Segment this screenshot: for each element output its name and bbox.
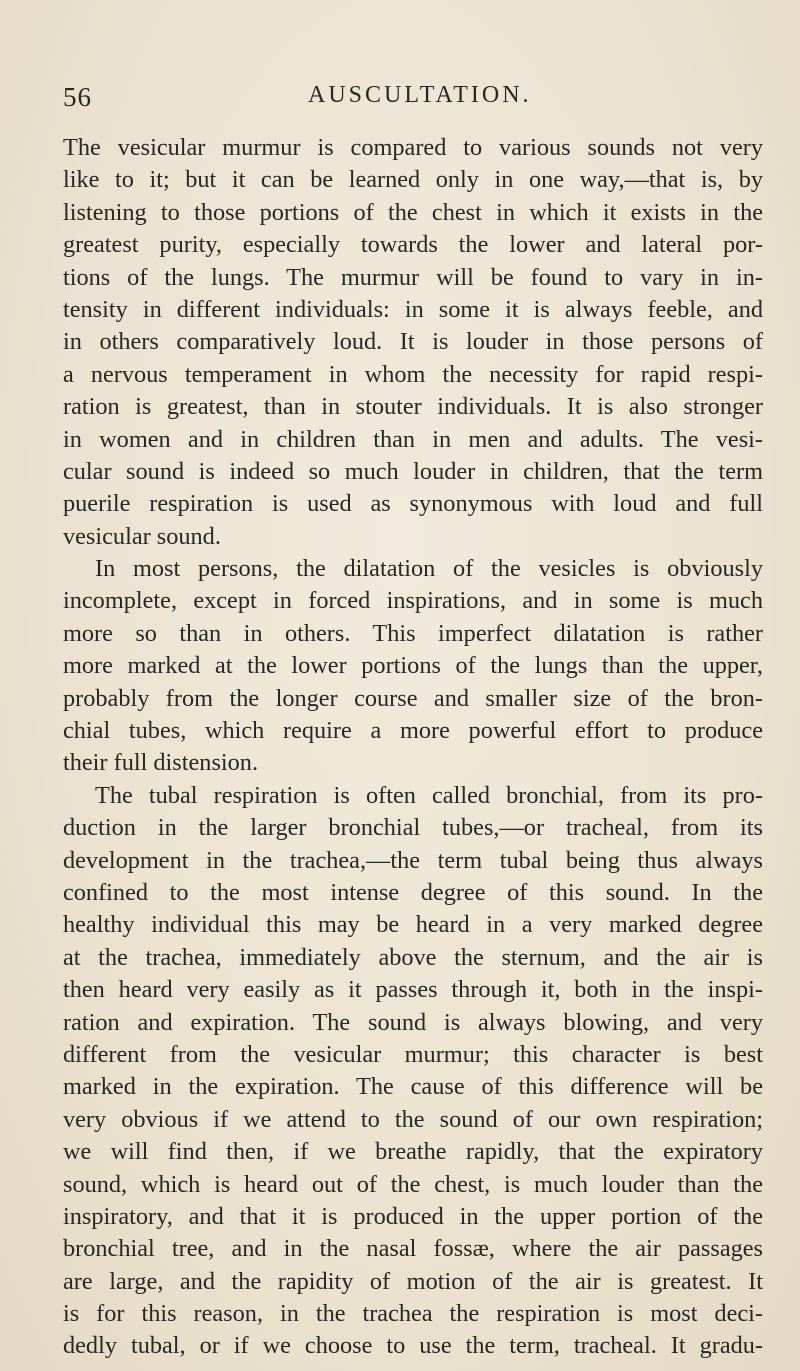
- text-line: confined to the most intense degree of this sound. In the: [63, 878, 763, 906]
- text-line: marked in the expiration. The cause of this difference will be: [63, 1073, 763, 1101]
- text-line: bronchial tree, and in the nasal fossæ, where the air passages: [63, 1235, 763, 1263]
- text-line: vesicular sound.: [63, 522, 221, 550]
- running-title: AUSCULTATION.: [308, 82, 532, 108]
- text-line: probably from the longer course and smaller size of the bron-: [63, 684, 763, 712]
- text-line: in others comparatively loud. It is louder in those persons of: [63, 328, 763, 356]
- text-line: more marked at the lower portions of the lungs than the upper,: [63, 652, 763, 680]
- text-line: healthy individual this may be heard in a very marked degree: [63, 911, 763, 939]
- text-line: a nervous temperament in whom the necessity for rapid respi-: [63, 360, 763, 388]
- text-line: tions of the lungs. The murmur will be found to vary in in-: [63, 263, 763, 291]
- text-line: different from the vesicular murmur; this character is best: [63, 1040, 763, 1068]
- text-line: like to it; but it can be learned only in one way,—that is, by: [63, 166, 763, 194]
- text-line: puerile respiration is used as synonymous with loud and full: [63, 490, 763, 518]
- text-line: tensity in different individuals: in some it is always feeble, and: [63, 295, 763, 323]
- text-line: more so than in others. This imperfect dilatation is rather: [63, 619, 763, 647]
- text-line: dedly tubal, or if we choose to use the term, tracheal. It gradu-: [63, 1332, 763, 1360]
- text-line: In most persons, the dilatation of the vesicles is obviously: [95, 555, 763, 583]
- body-text: [63, 132, 763, 1363]
- text-line: inspiratory, and that it is produced in the upper portion of the: [63, 1202, 763, 1230]
- text-line: then heard very easily as it passes through it, both in the inspi-: [63, 976, 763, 1004]
- text-line: are large, and the rapidity of motion of the air is greatest. It: [63, 1267, 763, 1295]
- text-line: incomplete, except in forced inspirations, and in some is much: [63, 587, 763, 615]
- text-line: is for this reason, in the trachea the respiration is most deci-: [63, 1300, 763, 1328]
- text-line: duction in the larger bronchial tubes,—or tracheal, from its: [63, 814, 763, 842]
- text-line: in women and in children than in men and adults. The vesi-: [63, 425, 763, 453]
- text-line: very obvious if we attend to the sound of our own respiration;: [63, 1105, 763, 1133]
- text-line: at the trachea, immediately above the sternum, and the air is: [63, 943, 763, 971]
- text-line: ration and expiration. The sound is always blowing, and very: [63, 1008, 763, 1036]
- text-line: sound, which is heard out of the chest, is much louder than the: [63, 1170, 763, 1198]
- text-line: The tubal respiration is often called bronchial, from its pro-: [95, 781, 763, 809]
- text-line: ration is greatest, than in stouter individuals. It is also stronger: [63, 393, 763, 421]
- text-line: we will find then, if we breathe rapidly, that the expiratory: [63, 1138, 763, 1166]
- text-line: greatest purity, especially towards the lower and lateral por-: [63, 231, 763, 259]
- page-header: [63, 82, 763, 122]
- page-number: 56: [63, 82, 92, 112]
- text-line: The vesicular murmur is compared to various sounds not very: [63, 134, 763, 161]
- text-line: cular sound is indeed so much louder in children, that the term: [63, 457, 763, 485]
- text-line: their full distension.: [63, 749, 259, 777]
- text-line: development in the trachea,—the term tubal being thus always: [63, 846, 763, 874]
- text-line: listening to those portions of the chest in which it exists in the: [63, 198, 763, 226]
- text-line: chial tubes, which require a more powerful effort to produce: [63, 717, 763, 745]
